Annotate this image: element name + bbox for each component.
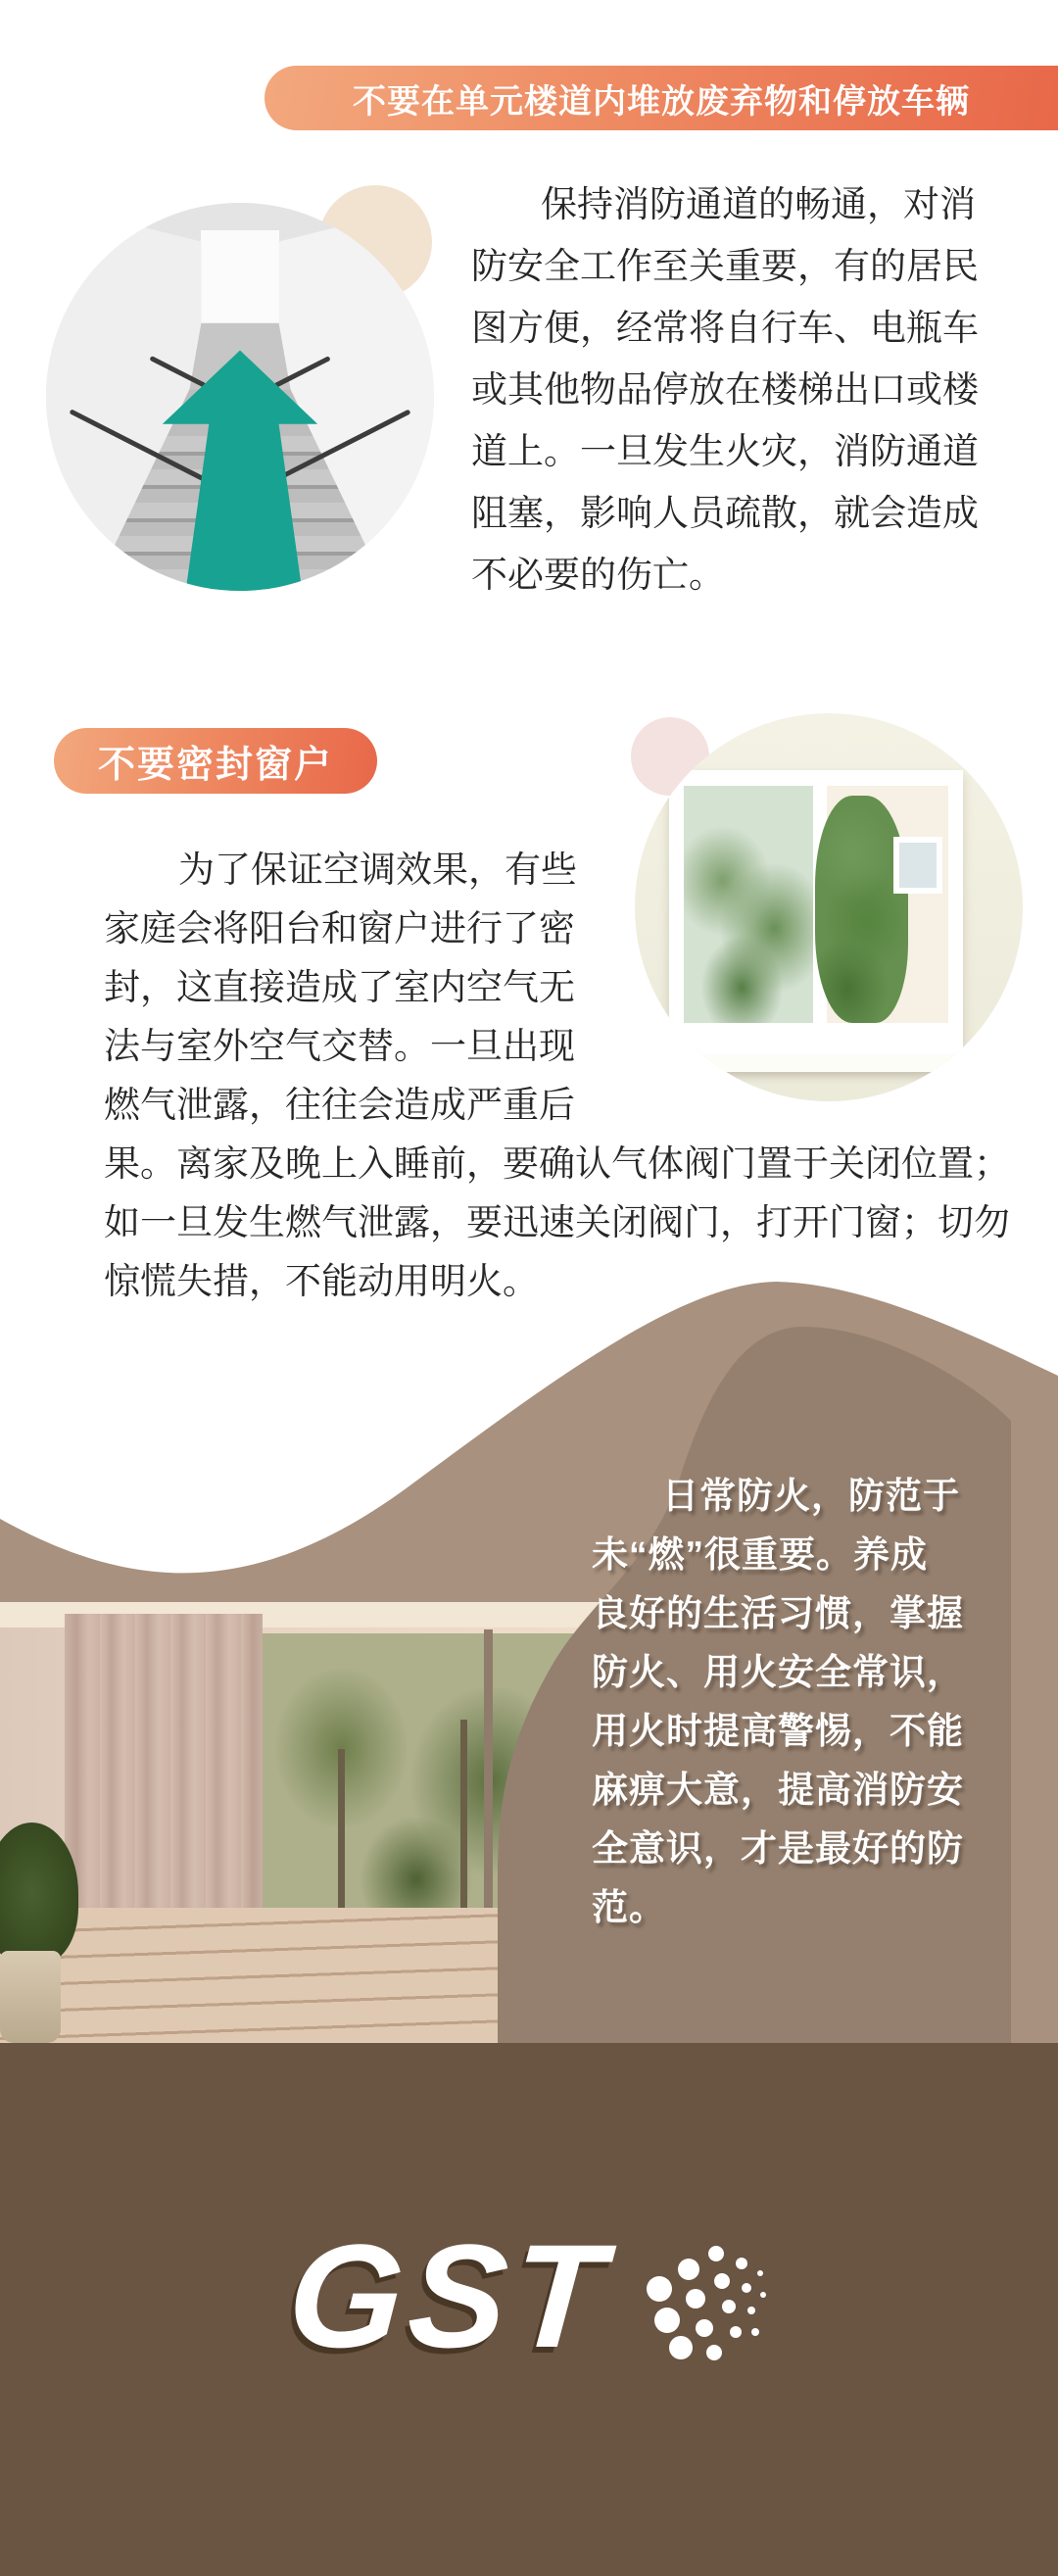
- paragraph-summary: [592, 1467, 964, 1937]
- staircase-photo: [46, 203, 434, 591]
- paragraph-line: 家庭会将阳台和窗户进行了密: [104, 908, 575, 948]
- paragraph-line: 未“燃”很重要。养成: [592, 1534, 928, 1575]
- paragraph-line: 日常防火，防范于: [662, 1476, 960, 1516]
- paragraph-line: 法与室外空气交替。一旦出现: [104, 1026, 575, 1066]
- gst-logo-dots-icon: [642, 2242, 774, 2374]
- staircase-doorway: [201, 230, 278, 323]
- paragraph-line: 阻塞，影响人员疏散，就会造成: [471, 493, 979, 533]
- paragraph-line: 燃气泄露，往往会造成严重后: [104, 1085, 575, 1125]
- paragraph-line: 保持消防通道的畅通，对消: [541, 184, 976, 224]
- banner-corridor-rule: [264, 66, 1058, 130]
- paragraph-line: 惊慌失措，不能动用明火。: [104, 1261, 539, 1301]
- paragraph-line: 封，这直接造成了室内空气无: [104, 967, 575, 1007]
- paragraph-line: 范。: [592, 1887, 666, 1927]
- paragraph-line: 防安全工作至关重要，有的居民: [471, 246, 979, 286]
- paragraph-line: 如一旦发生燃气泄露，要迅速关闭阀门，打开门窗；切勿: [104, 1202, 1010, 1242]
- paragraph-corridor: [471, 173, 979, 606]
- paragraph-line: 为了保证空调效果，有些: [178, 850, 577, 890]
- paragraph-line: 不必要的伤亡。: [471, 555, 725, 595]
- banner-window-label: 不要密封窗户: [97, 745, 333, 786]
- paragraph-line: 或其他物品停放在楼梯出口或楼: [471, 369, 979, 410]
- gst-logo: GST: [283, 2213, 615, 2378]
- paragraph-line: 道上。一旦发生火灾，消防通道: [471, 431, 979, 471]
- banner-corridor-label: 不要在单元楼道内堆放废弃物和停放车辆: [353, 82, 970, 121]
- paragraph-line: 用火时提高警惕，不能: [592, 1711, 964, 1751]
- paragraph-window: [104, 841, 1010, 1311]
- paragraph-line: 麻痹大意，提高消防安: [592, 1770, 964, 1810]
- paragraph-line: 全意识，才是最好的防: [592, 1828, 964, 1869]
- paragraph-line: 良好的生活习惯，掌握: [592, 1593, 964, 1633]
- paragraph-line: 图方便，经常将自行车、电瓶车: [471, 308, 979, 348]
- paragraph-line: 防火、用火安全常识，: [592, 1652, 964, 1692]
- paragraph-line: 果。离家及晚上入睡前，要确认气体阀门置于关闭位置；: [104, 1143, 1010, 1184]
- banner-window-rule: [54, 728, 377, 794]
